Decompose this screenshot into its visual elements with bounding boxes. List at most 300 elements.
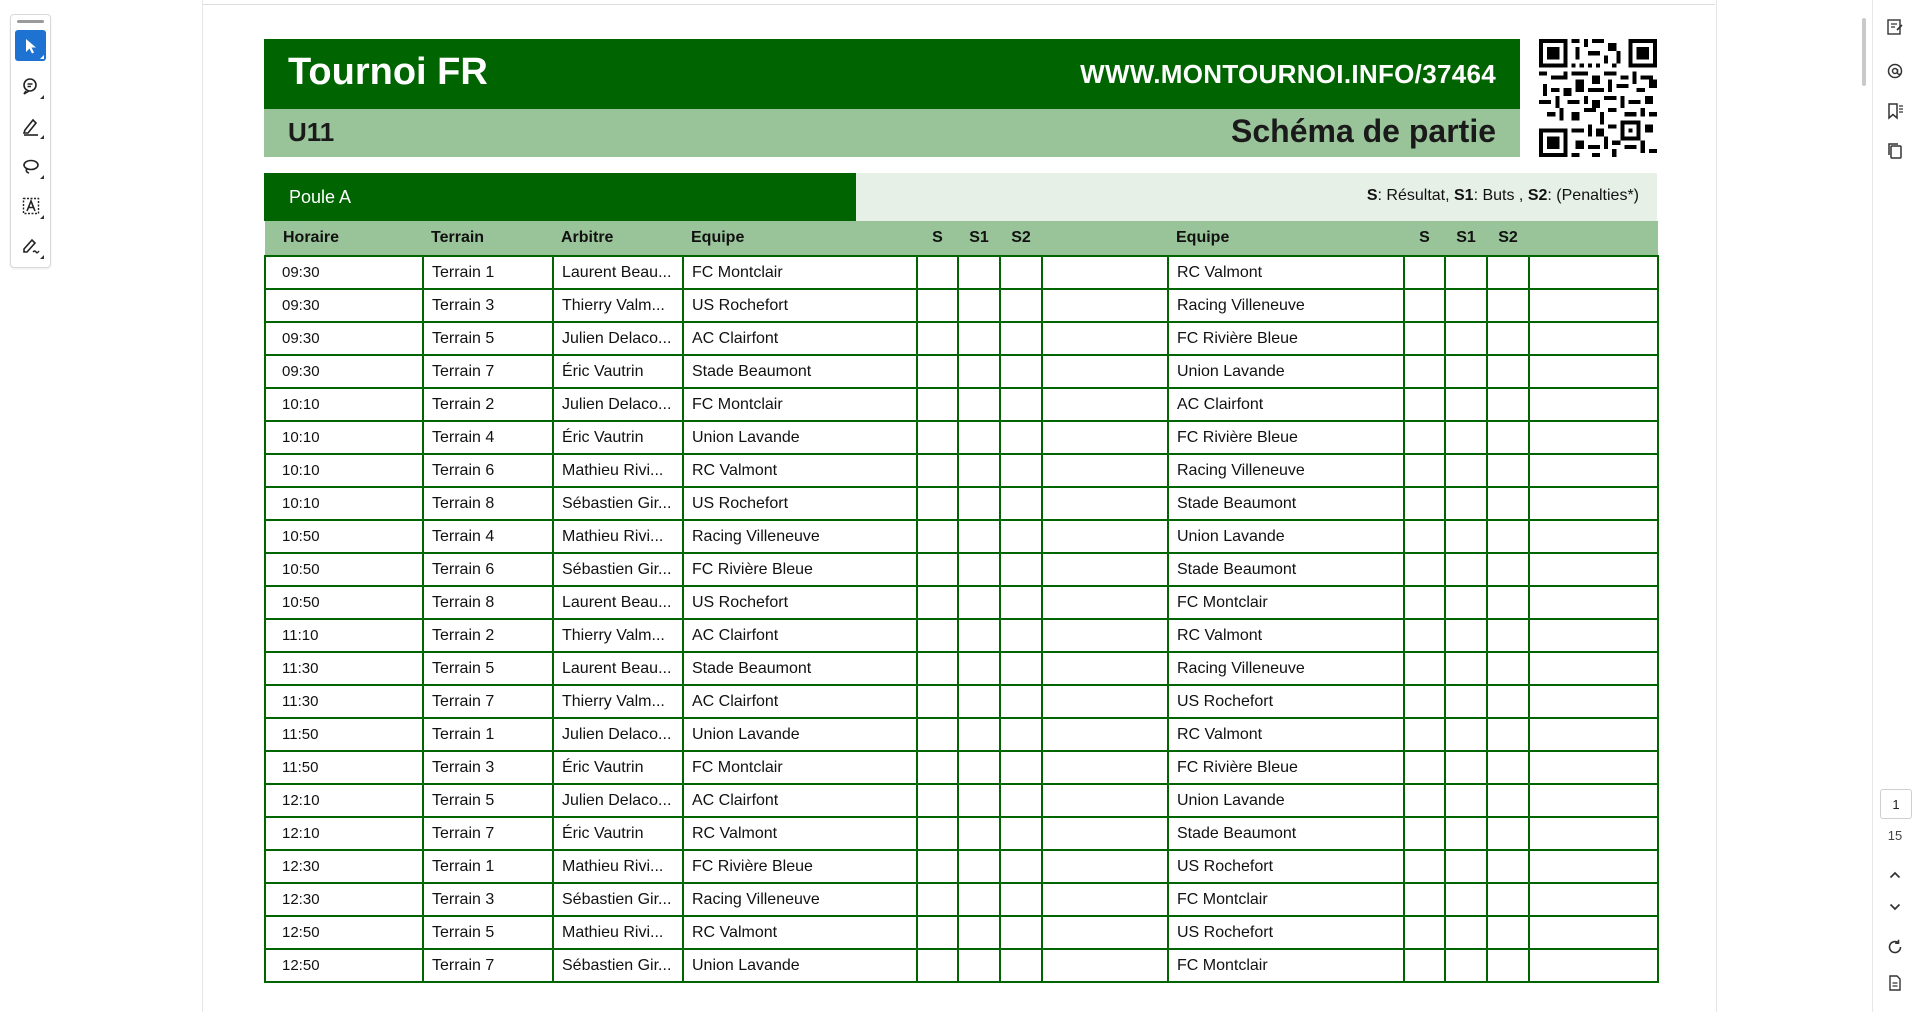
row-spacer [1042,388,1168,421]
freehand-tool-button[interactable] [15,150,46,181]
current-page-input[interactable]: 1 [1880,789,1912,819]
score-s1-home[interactable] [958,520,1000,553]
row-spacer [1042,949,1168,982]
match-referee: Éric Vautrin [553,421,683,454]
score-s1-away[interactable] [1445,520,1487,553]
row-end [1529,487,1658,520]
score-s-away[interactable] [1404,355,1445,388]
team-away: US Rochefort [1168,916,1404,949]
match-referee: Sébastien Gir... [553,553,683,586]
match-time: 12:10 [265,817,423,850]
team-away: AC Clairfont [1168,388,1404,421]
row-spacer [1042,619,1168,652]
copy-pages-icon [1885,141,1905,161]
score-s1-away[interactable] [1445,751,1487,784]
row-end [1529,817,1658,850]
score-s2-home[interactable] [1000,454,1042,487]
share-button[interactable] [1882,58,1908,84]
sign-tool-button[interactable] [15,230,46,261]
score-s-home[interactable] [917,751,958,784]
score-s-away[interactable] [1404,718,1445,751]
score-s1-home[interactable] [958,949,1000,982]
score-s-home[interactable] [917,685,958,718]
score-s-home[interactable] [917,652,958,685]
team-away: Union Lavande [1168,520,1404,553]
row-end [1529,256,1658,289]
match-referee: Sébastien Gir... [553,949,683,982]
match-field: Terrain 6 [423,553,553,586]
team-away: FC Montclair [1168,586,1404,619]
score-s1-home[interactable] [958,256,1000,289]
toolbar-drag-handle[interactable] [17,20,44,23]
legend-s1-key: S1 [1454,187,1474,204]
row-end [1529,388,1658,421]
team-away: RC Valmont [1168,256,1404,289]
team-home: FC Rivière Bleue [683,553,917,586]
score-s2-home[interactable] [1000,718,1042,751]
table-row [265,520,1658,553]
score-s1-away[interactable] [1445,256,1487,289]
score-s1-away[interactable] [1445,652,1487,685]
score-s-home[interactable] [917,817,958,850]
at-link-icon [1885,61,1905,81]
score-s1-away[interactable] [1445,586,1487,619]
score-s1-away[interactable] [1445,916,1487,949]
score-s2-away[interactable] [1487,850,1529,883]
score-s2-home[interactable] [1000,652,1042,685]
team-away: RC Valmont [1168,718,1404,751]
score-s1-away[interactable] [1445,784,1487,817]
score-s2-away[interactable] [1487,817,1529,850]
match-field: Terrain 4 [423,520,553,553]
match-time: 09:30 [265,289,423,322]
match-time: 12:30 [265,883,423,916]
qr-code-icon [1539,39,1657,157]
match-referee: Sébastien Gir... [553,883,683,916]
score-s1-away[interactable] [1445,355,1487,388]
score-s1-away[interactable] [1445,322,1487,355]
score-s1-away[interactable] [1445,487,1487,520]
legend-s1-text: : Buts , [1473,187,1528,204]
score-s2-away[interactable] [1487,454,1529,487]
col-header-team-home: Equipe [683,221,917,256]
table-row [265,421,1658,454]
score-s-away[interactable] [1404,685,1445,718]
match-time: 11:10 [265,619,423,652]
score-s2-away[interactable] [1487,421,1529,454]
score-s1-away[interactable] [1445,718,1487,751]
team-home: Racing Villeneuve [683,520,917,553]
team-home: Union Lavande [683,949,917,982]
team-home: FC Montclair [683,751,917,784]
match-time: 10:10 [265,421,423,454]
score-s-away[interactable] [1404,421,1445,454]
refresh-button[interactable] [1882,934,1908,960]
select-tool-button[interactable] [15,30,46,61]
match-field: Terrain 2 [423,619,553,652]
score-s1-home[interactable] [958,817,1000,850]
score-s2-home[interactable] [1000,421,1042,454]
score-legend [1367,187,1639,205]
score-s2-home[interactable] [1000,289,1042,322]
score-s1-home[interactable] [958,718,1000,751]
score-s2-home[interactable] [1000,916,1042,949]
row-end [1529,916,1658,949]
text-box-tool-icon [21,196,41,216]
comment-tool-icon [21,76,41,96]
sign-tool-icon [21,236,41,256]
score-s1-home[interactable] [958,454,1000,487]
previous-page-button[interactable] [1882,862,1908,888]
score-s2-home[interactable] [1000,619,1042,652]
team-home: Union Lavande [683,718,917,751]
score-s-away[interactable] [1404,817,1445,850]
vertical-scrollbar-thumb[interactable] [1862,18,1866,86]
score-s2-home[interactable] [1000,949,1042,982]
row-end [1529,619,1658,652]
score-s1-home[interactable] [958,883,1000,916]
page-fit-icon [1886,974,1904,992]
score-s1-home[interactable] [958,784,1000,817]
score-s2-home[interactable] [1000,256,1042,289]
row-end [1529,520,1658,553]
match-referee: Laurent Beau... [553,586,683,619]
row-end [1529,289,1658,322]
score-s1-away[interactable] [1445,883,1487,916]
score-s1-home[interactable] [958,355,1000,388]
team-home: US Rochefort [683,289,917,322]
row-spacer [1042,322,1168,355]
score-s1-away[interactable] [1445,553,1487,586]
score-s-home[interactable] [917,586,958,619]
highlight-pen-icon [21,116,41,136]
score-s1-home[interactable] [958,421,1000,454]
table-row [265,751,1658,784]
score-s2-away[interactable] [1487,388,1529,421]
score-s-home[interactable] [917,388,958,421]
match-field: Terrain 8 [423,586,553,619]
score-s2-home[interactable] [1000,355,1042,388]
freehand-lasso-icon [21,156,41,176]
score-s-home[interactable] [917,454,958,487]
table-row [265,784,1658,817]
score-s2-home[interactable] [1000,784,1042,817]
score-s-away[interactable] [1404,289,1445,322]
score-s1-away[interactable] [1445,619,1487,652]
match-time: 10:10 [265,454,423,487]
score-s-home[interactable] [917,553,958,586]
match-time: 10:50 [265,520,423,553]
score-s1-away[interactable] [1445,850,1487,883]
score-s2-home[interactable] [1000,685,1042,718]
score-s-away[interactable] [1404,256,1445,289]
score-s1-away[interactable] [1445,388,1487,421]
score-s-away[interactable] [1404,784,1445,817]
score-s-home[interactable] [917,784,958,817]
table-header-row [265,221,1658,256]
col-header-spacer [1042,221,1168,256]
row-spacer [1042,586,1168,619]
row-spacer [1042,685,1168,718]
score-s2-home[interactable] [1000,322,1042,355]
match-referee: Julien Delaco... [553,322,683,355]
score-s-home[interactable] [917,421,958,454]
match-field: Terrain 7 [423,817,553,850]
score-s-home[interactable] [917,619,958,652]
row-end [1529,751,1658,784]
match-rows [265,256,1658,982]
row-end [1529,652,1658,685]
score-s-away[interactable] [1404,949,1445,982]
match-referee: Mathieu Rivi... [553,850,683,883]
row-spacer [1042,520,1168,553]
score-s2-away[interactable] [1487,520,1529,553]
team-away: US Rochefort [1168,850,1404,883]
match-referee: Julien Delaco... [553,718,683,751]
score-s-home[interactable] [917,718,958,751]
score-s1-home[interactable] [958,652,1000,685]
score-s1-away[interactable] [1445,421,1487,454]
score-s1-home[interactable] [958,487,1000,520]
row-end [1529,586,1658,619]
team-away: US Rochefort [1168,685,1404,718]
score-s-away[interactable] [1404,553,1445,586]
score-s-away[interactable] [1404,487,1445,520]
match-field: Terrain 3 [423,751,553,784]
match-field: Terrain 1 [423,718,553,751]
match-time: 09:30 [265,322,423,355]
score-s1-away[interactable] [1445,949,1487,982]
row-spacer [1042,421,1168,454]
match-time: 11:50 [265,718,423,751]
team-away: Union Lavande [1168,784,1404,817]
score-s2-home[interactable] [1000,850,1042,883]
table-row [265,619,1658,652]
score-s2-away[interactable] [1487,586,1529,619]
score-s2-away[interactable] [1487,322,1529,355]
match-referee: Éric Vautrin [553,817,683,850]
match-time: 09:30 [265,355,423,388]
score-s2-away[interactable] [1487,883,1529,916]
score-s-away[interactable] [1404,454,1445,487]
score-s-home[interactable] [917,883,958,916]
team-home: US Rochefort [683,586,917,619]
score-s1-home[interactable] [958,289,1000,322]
score-s-away[interactable] [1404,751,1445,784]
match-field: Terrain 1 [423,256,553,289]
row-end [1529,850,1658,883]
match-field: Terrain 5 [423,784,553,817]
team-away: Stade Beaumont [1168,817,1404,850]
score-s1-home[interactable] [958,916,1000,949]
score-s-away[interactable] [1404,586,1445,619]
row-spacer [1042,289,1168,322]
team-home: AC Clairfont [683,784,917,817]
match-referee: Mathieu Rivi... [553,916,683,949]
score-s1-home[interactable] [958,685,1000,718]
row-end [1529,421,1658,454]
row-spacer [1042,850,1168,883]
team-away: Racing Villeneuve [1168,289,1404,322]
score-s2-away[interactable] [1487,685,1529,718]
score-s-home[interactable] [917,850,958,883]
legend-s2-key: S2 [1527,187,1548,204]
page-thumbnails-button[interactable] [1882,138,1908,164]
score-s2-home[interactable] [1000,586,1042,619]
table-row [265,256,1658,289]
score-s-home[interactable] [917,949,958,982]
score-s-away[interactable] [1404,322,1445,355]
score-s2-away[interactable] [1487,652,1529,685]
score-s2-away[interactable] [1487,553,1529,586]
score-s2-home[interactable] [1000,520,1042,553]
row-spacer [1042,553,1168,586]
match-field: Terrain 6 [423,454,553,487]
match-referee: Laurent Beau... [553,652,683,685]
row-end [1529,718,1658,751]
score-s1-home[interactable] [958,850,1000,883]
match-field: Terrain 5 [423,652,553,685]
team-home: RC Valmont [683,454,917,487]
score-s1-home[interactable] [958,322,1000,355]
row-end [1529,322,1658,355]
edit-pdf-button[interactable] [1882,14,1908,40]
team-home: Racing Villeneuve [683,883,917,916]
text-box-tool-button[interactable] [15,190,46,221]
team-home: FC Rivière Bleue [683,850,917,883]
row-spacer [1042,256,1168,289]
match-time: 12:10 [265,784,423,817]
team-away: FC Rivière Bleue [1168,421,1404,454]
row-end [1529,553,1658,586]
score-s2-away[interactable] [1487,916,1529,949]
age-category: U11 [288,117,335,147]
team-away: FC Rivière Bleue [1168,322,1404,355]
score-s2-away[interactable] [1487,784,1529,817]
score-s2-home[interactable] [1000,388,1042,421]
match-time: 10:10 [265,487,423,520]
team-home: AC Clairfont [683,619,917,652]
score-s1-away[interactable] [1445,817,1487,850]
score-s1-home[interactable] [958,751,1000,784]
score-s2-home[interactable] [1000,883,1042,916]
header-subtitle-band [264,109,1520,157]
score-s2-away[interactable] [1487,487,1529,520]
highlight-tool-button[interactable] [15,110,46,141]
row-spacer [1042,487,1168,520]
comment-tool-button[interactable] [15,70,46,101]
score-s2-home[interactable] [1000,487,1042,520]
match-time: 10:10 [265,388,423,421]
score-s-away[interactable] [1404,883,1445,916]
score-s2-home[interactable] [1000,817,1042,850]
table-row [265,586,1658,619]
table-row [265,916,1658,949]
score-s-home[interactable] [917,355,958,388]
legend-s-text: : Résultat, [1377,187,1454,204]
score-s-away[interactable] [1404,652,1445,685]
score-s1-away[interactable] [1445,685,1487,718]
match-referee: Laurent Beau... [553,256,683,289]
chevron-up-icon [1887,867,1903,883]
row-end [1529,454,1658,487]
score-s-away[interactable] [1404,520,1445,553]
team-home: RC Valmont [683,916,917,949]
score-s2-away[interactable] [1487,619,1529,652]
score-s-home[interactable] [917,520,958,553]
team-home: US Rochefort [683,487,917,520]
score-s1-away[interactable] [1445,289,1487,322]
score-s1-home[interactable] [958,586,1000,619]
match-referee: Julien Delaco... [553,784,683,817]
score-s1-away[interactable] [1445,454,1487,487]
table-row [265,718,1658,751]
score-s1-home[interactable] [958,619,1000,652]
team-home: Stade Beaumont [683,652,917,685]
match-field: Terrain 1 [423,850,553,883]
bookmarks-button[interactable] [1882,98,1908,124]
team-home: AC Clairfont [683,322,917,355]
total-pages: 15 [1887,828,1903,843]
score-s-away[interactable] [1404,850,1445,883]
score-s-away[interactable] [1404,388,1445,421]
match-time: 11:30 [265,652,423,685]
score-s2-home[interactable] [1000,553,1042,586]
col-header-s1-home: S1 [958,221,1000,256]
score-s2-away[interactable] [1487,718,1529,751]
chevron-down-icon [1887,899,1903,915]
team-home: AC Clairfont [683,685,917,718]
score-s1-home[interactable] [958,388,1000,421]
score-s-away[interactable] [1404,619,1445,652]
col-header-field: Terrain [423,221,553,256]
team-away: Racing Villeneuve [1168,652,1404,685]
col-header-s2-away: S2 [1487,221,1529,256]
next-page-button[interactable] [1882,894,1908,920]
score-s2-away[interactable] [1487,355,1529,388]
score-s1-home[interactable] [958,553,1000,586]
table-row [265,454,1658,487]
score-s-home[interactable] [917,322,958,355]
score-s2-away[interactable] [1487,289,1529,322]
score-s-home[interactable] [917,289,958,322]
bookmark-list-icon [1885,101,1905,121]
row-end [1529,883,1658,916]
score-s2-away[interactable] [1487,949,1529,982]
col-header-s1-away: S1 [1445,221,1487,256]
match-referee: Sébastien Gir... [553,487,683,520]
score-s-away[interactable] [1404,916,1445,949]
score-s-home[interactable] [917,916,958,949]
match-schedule-table [264,221,1659,983]
edit-document-icon [1885,17,1905,37]
col-header-s-away: S [1404,221,1445,256]
score-s2-away[interactable] [1487,751,1529,784]
row-spacer [1042,817,1168,850]
score-s-home[interactable] [917,487,958,520]
match-referee: Thierry Valm... [553,685,683,718]
row-spacer [1042,652,1168,685]
score-s2-home[interactable] [1000,751,1042,784]
col-header-team-away: Equipe [1168,221,1404,256]
row-spacer [1042,784,1168,817]
page-fit-button[interactable] [1882,970,1908,996]
match-time: 12:50 [265,949,423,982]
score-s2-away[interactable] [1487,256,1529,289]
document-page [203,4,1715,1013]
score-s-home[interactable] [917,256,958,289]
team-away: Racing Villeneuve [1168,454,1404,487]
